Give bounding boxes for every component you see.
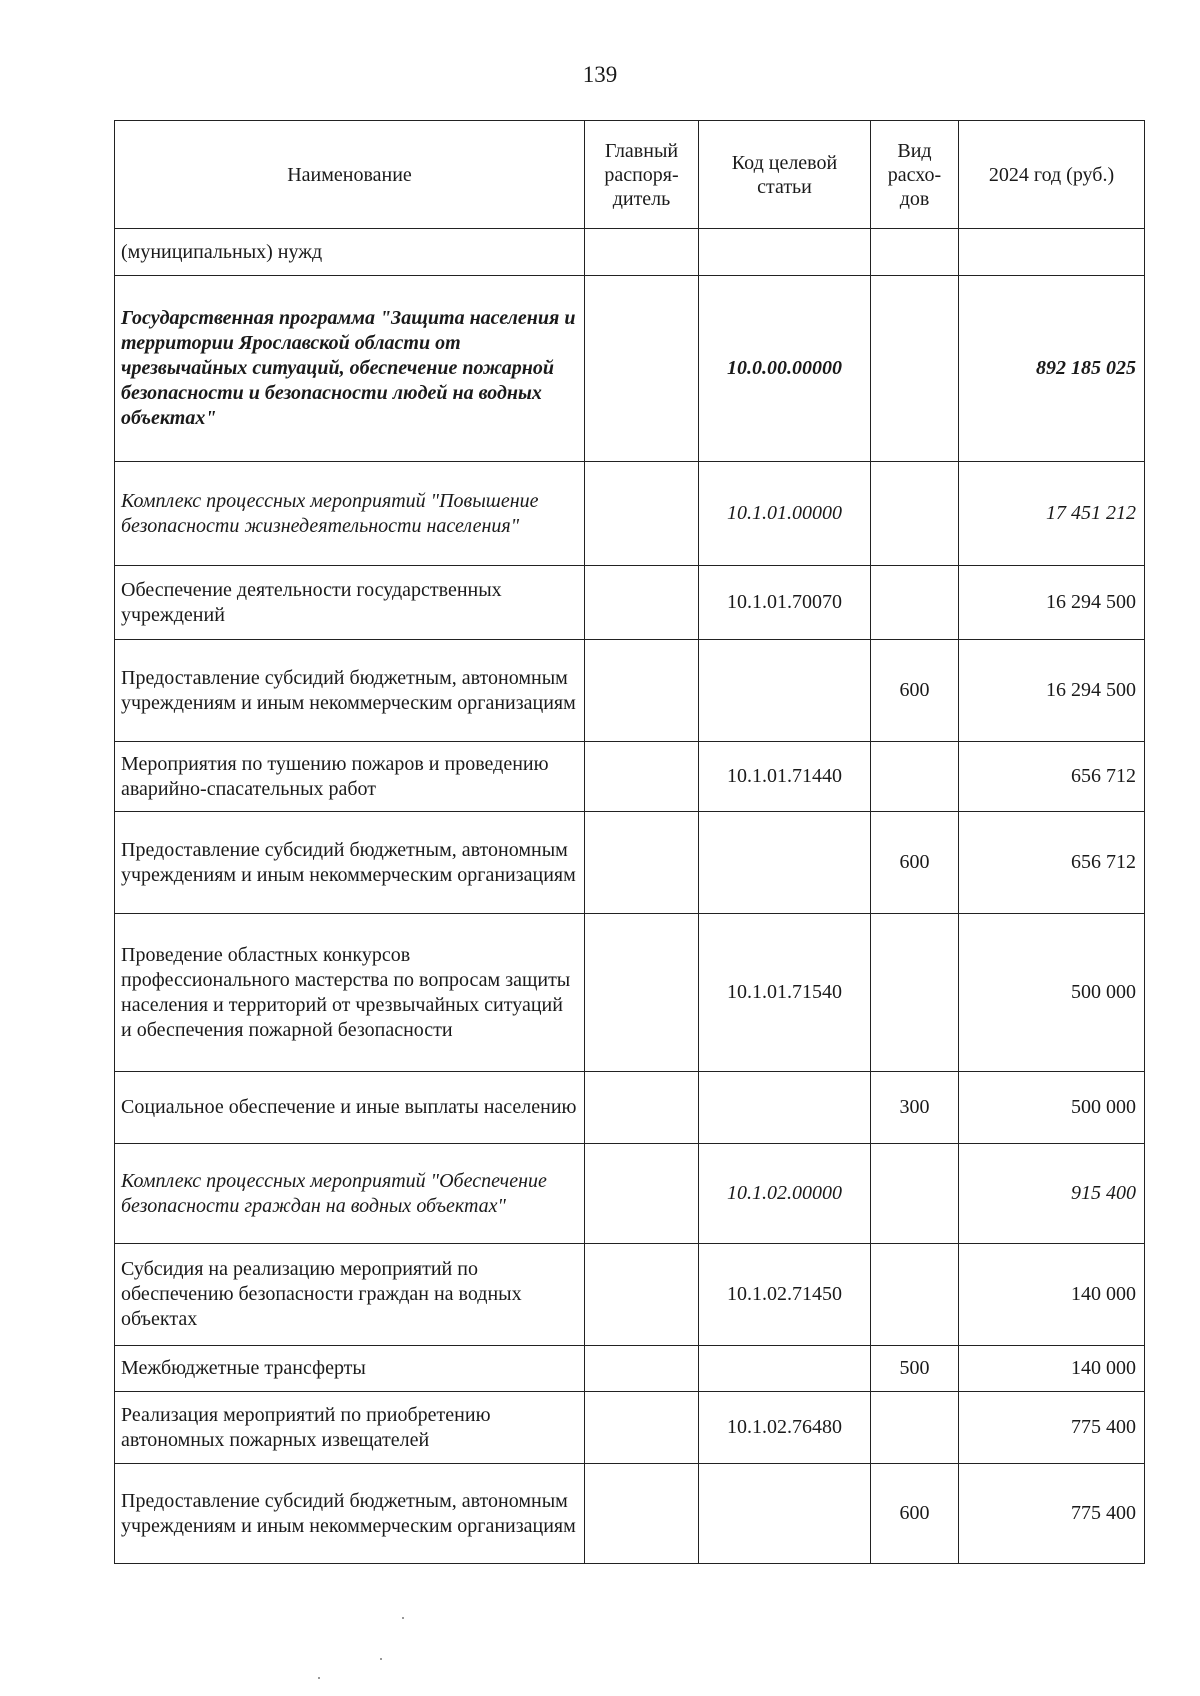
row-name: Проведение областных конкурсов профессионального мастерства по вопросам защиты населения и территорий от чрезвычайных ситуаций и обеспечения пожарной безопасности bbox=[115, 914, 585, 1072]
row-code bbox=[699, 1072, 871, 1144]
table-row bbox=[115, 812, 1145, 914]
row-name: Реализация мероприятий по приобретению автономных пожарных извещателей bbox=[115, 1392, 585, 1464]
row-code bbox=[699, 640, 871, 742]
row-admin bbox=[585, 742, 699, 812]
row-name: Предоставление субсидий бюджетным, автономным учреждениям и иным некоммерческим организациям bbox=[115, 1464, 585, 1564]
row-name: Комплекс процессных мероприятий "Повышение безопасности жизнедеятельности населения" bbox=[115, 462, 585, 566]
table-row bbox=[115, 1144, 1145, 1244]
row-name: Межбюджетные трансферты bbox=[115, 1346, 585, 1392]
row-name: Комплекс процессных мероприятий "Обеспечение безопасности граждан на водных объектах" bbox=[115, 1144, 585, 1244]
row-code: 10.1.02.00000 bbox=[699, 1144, 871, 1244]
row-code bbox=[699, 1346, 871, 1392]
row-amount: 892 185 025 bbox=[959, 276, 1145, 462]
row-admin bbox=[585, 1244, 699, 1346]
row-code: 10.1.02.71450 bbox=[699, 1244, 871, 1346]
table-row bbox=[115, 914, 1145, 1072]
row-amount: 140 000 bbox=[959, 1244, 1145, 1346]
scan-speck bbox=[380, 1658, 382, 1660]
row-name: (муниципальных) нужд bbox=[115, 229, 585, 276]
row-amount bbox=[959, 229, 1145, 276]
row-name: Мероприятия по тушению пожаров и проведению аварийно-спасательных работ bbox=[115, 742, 585, 812]
row-code: 10.1.01.00000 bbox=[699, 462, 871, 566]
row-expense bbox=[871, 1144, 959, 1244]
row-expense: 600 bbox=[871, 640, 959, 742]
page-number: 139 bbox=[582, 62, 618, 87]
row-expense: 600 bbox=[871, 812, 959, 914]
row-amount: 16 294 500 bbox=[959, 566, 1145, 640]
row-expense bbox=[871, 742, 959, 812]
row-admin bbox=[585, 812, 699, 914]
row-admin bbox=[585, 462, 699, 566]
table-row bbox=[115, 742, 1145, 812]
table-row bbox=[115, 1244, 1145, 1346]
table-row bbox=[115, 1346, 1145, 1392]
table-row bbox=[115, 462, 1145, 566]
header-admin: Главный распоря-дитель bbox=[585, 121, 699, 229]
row-code bbox=[699, 229, 871, 276]
row-expense: 300 bbox=[871, 1072, 959, 1144]
row-admin bbox=[585, 276, 699, 462]
table-row bbox=[115, 1464, 1145, 1564]
row-expense bbox=[871, 566, 959, 640]
row-expense bbox=[871, 276, 959, 462]
row-admin bbox=[585, 640, 699, 742]
row-amount: 140 000 bbox=[959, 1346, 1145, 1392]
row-expense bbox=[871, 229, 959, 276]
table-row bbox=[115, 276, 1145, 462]
header-name: Наименование bbox=[115, 121, 585, 229]
row-code: 10.1.02.76480 bbox=[699, 1392, 871, 1464]
row-expense bbox=[871, 1392, 959, 1464]
row-admin bbox=[585, 1144, 699, 1244]
scan-speck bbox=[402, 1617, 404, 1619]
row-name: Предоставление субсидий бюджетным, автономным учреждениям и иным некоммерческим организациям bbox=[115, 812, 585, 914]
budget-table bbox=[114, 120, 1145, 1564]
row-admin bbox=[585, 914, 699, 1072]
row-name: Обеспечение деятельности государственных учреждений bbox=[115, 566, 585, 640]
row-name: Субсидия на реализацию мероприятий по обеспечению безопасности граждан на водных объектах bbox=[115, 1244, 585, 1346]
table-row bbox=[115, 229, 1145, 276]
row-code: 10.1.01.71440 bbox=[699, 742, 871, 812]
row-amount: 500 000 bbox=[959, 1072, 1145, 1144]
row-amount: 500 000 bbox=[959, 914, 1145, 1072]
row-admin bbox=[585, 1392, 699, 1464]
row-expense bbox=[871, 462, 959, 566]
row-amount: 915 400 bbox=[959, 1144, 1145, 1244]
row-code: 10.1.01.71540 bbox=[699, 914, 871, 1072]
row-admin bbox=[585, 1346, 699, 1392]
row-amount: 17 451 212 bbox=[959, 462, 1145, 566]
row-expense bbox=[871, 1244, 959, 1346]
row-code bbox=[699, 1464, 871, 1564]
row-code bbox=[699, 812, 871, 914]
row-amount: 656 712 bbox=[959, 812, 1145, 914]
row-name: Социальное обеспечение и иные выплаты населению bbox=[115, 1072, 585, 1144]
row-expense bbox=[871, 914, 959, 1072]
table-header bbox=[115, 121, 1145, 229]
row-code: 10.0.00.00000 bbox=[699, 276, 871, 462]
table-body bbox=[115, 229, 1145, 1564]
row-expense: 600 bbox=[871, 1464, 959, 1564]
row-amount: 775 400 bbox=[959, 1392, 1145, 1464]
row-admin bbox=[585, 566, 699, 640]
header-code: Код целевой статьи bbox=[699, 121, 871, 229]
table-row bbox=[115, 566, 1145, 640]
header-amount: 2024 год (руб.) bbox=[959, 121, 1145, 229]
table-row bbox=[115, 640, 1145, 742]
scan-speck bbox=[318, 1677, 320, 1679]
row-code: 10.1.01.70070 bbox=[699, 566, 871, 640]
row-admin bbox=[585, 1464, 699, 1564]
table-row bbox=[115, 1072, 1145, 1144]
table-row bbox=[115, 1392, 1145, 1464]
row-amount: 656 712 bbox=[959, 742, 1145, 812]
row-admin bbox=[585, 1072, 699, 1144]
row-amount: 16 294 500 bbox=[959, 640, 1145, 742]
row-admin bbox=[585, 229, 699, 276]
row-name: Предоставление субсидий бюджетным, автономным учреждениям и иным некоммерческим организациям bbox=[115, 640, 585, 742]
row-name: Государственная программа "Защита населения и территории Ярославской области от чрезвычайных ситуаций, обеспечение пожарной безопасности и безопасности людей на водных объектах" bbox=[115, 276, 585, 462]
row-expense: 500 bbox=[871, 1346, 959, 1392]
header-expense: Вид расхо-дов bbox=[871, 121, 959, 229]
row-amount: 775 400 bbox=[959, 1464, 1145, 1564]
